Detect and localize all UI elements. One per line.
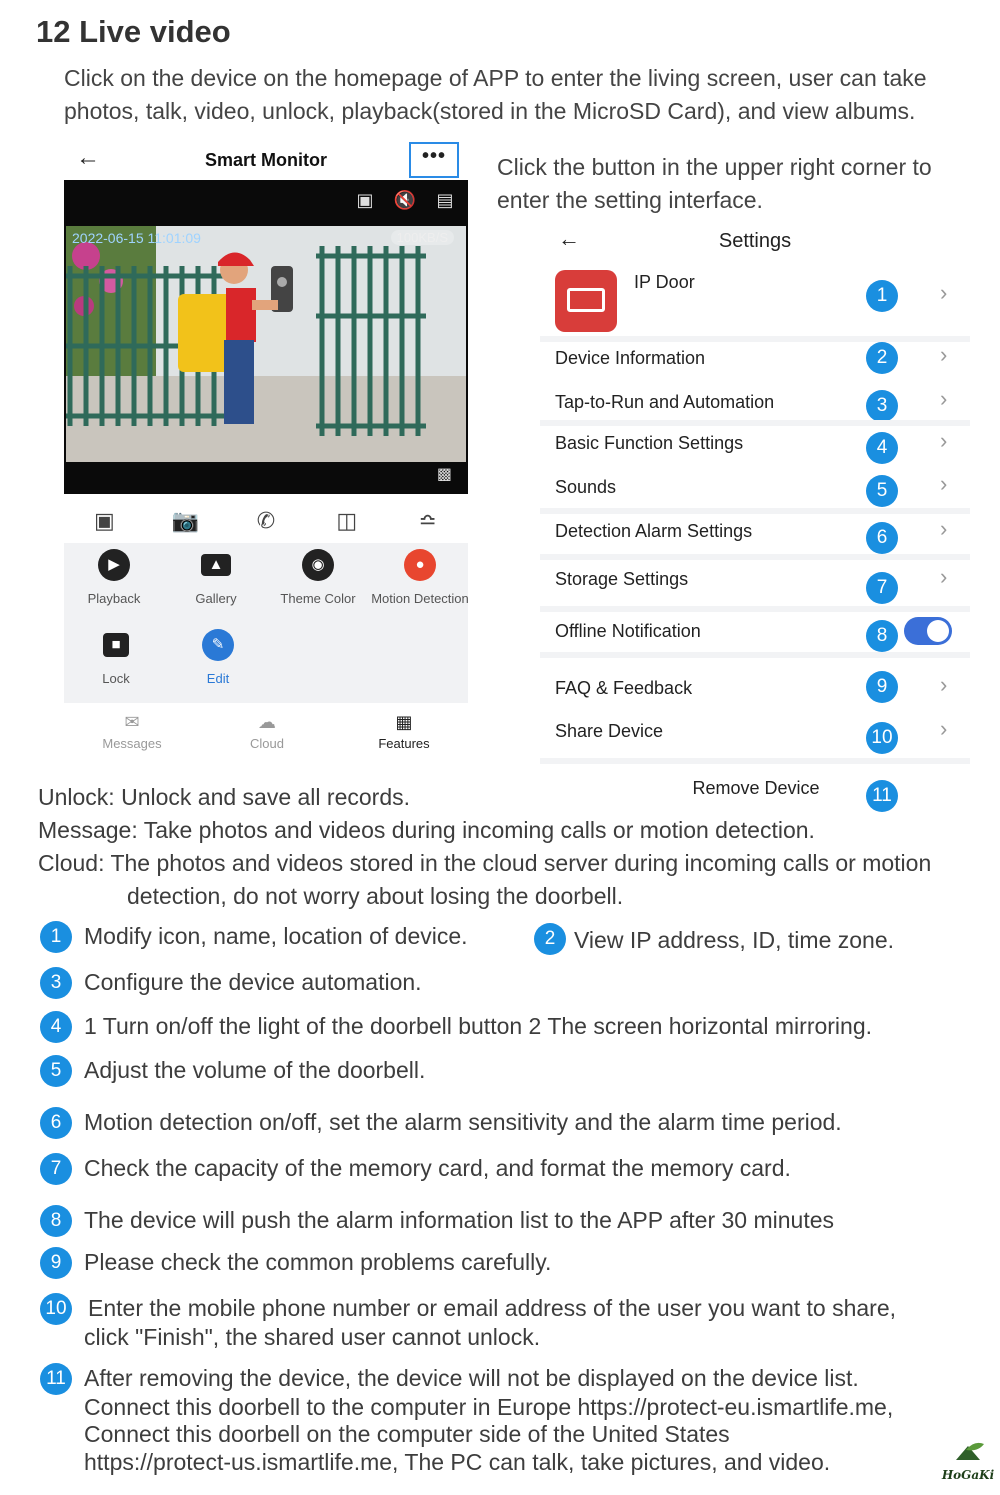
feature-gallery[interactable] bbox=[166, 549, 266, 606]
callout-number: 5 bbox=[866, 475, 898, 507]
callout-number: 7 bbox=[866, 572, 898, 604]
chevron-right-icon: › bbox=[940, 428, 948, 453]
note-unlock: Unlock: Unlock and save all records. bbox=[38, 784, 410, 810]
grid-icon: ▦ bbox=[395, 712, 413, 732]
back-arrow-icon[interactable]: ← bbox=[76, 144, 100, 171]
row-label: Tap-to-Run and Automation bbox=[555, 392, 775, 412]
mute-icon[interactable]: 🔇 bbox=[393, 190, 417, 210]
feature-label: Motion Detection bbox=[371, 591, 469, 606]
callout-number: 10 bbox=[866, 722, 898, 754]
legend-text: Configure the device automation. bbox=[84, 969, 422, 995]
feature-label: Theme Color bbox=[280, 591, 356, 606]
callout-number: 11 bbox=[40, 1363, 72, 1395]
legend-text: Connect this doorbell to the computer in Europe https://protect-eu.ismartlife.me, bbox=[84, 1394, 894, 1420]
chevron-right-icon: › bbox=[940, 672, 948, 697]
chevron-right-icon: › bbox=[940, 280, 948, 305]
video-toolbar bbox=[352, 188, 458, 212]
divider bbox=[540, 758, 970, 764]
callout-number: 9 bbox=[40, 1247, 72, 1279]
divider bbox=[540, 606, 970, 612]
legend-text: View IP address, ID, time zone. bbox=[574, 927, 895, 953]
play-icon: ▶ bbox=[98, 549, 130, 581]
collapse-icon[interactable]: ≏ bbox=[418, 508, 437, 533]
palette-icon: ◉ bbox=[302, 549, 334, 581]
legend-text: After removing the device, the device will not be displayed on the device list. bbox=[84, 1365, 859, 1391]
callout-number: 4 bbox=[866, 432, 898, 464]
note-message: Message: Take photos and videos during incoming calls or motion detection. bbox=[38, 817, 815, 843]
callout-number: 1 bbox=[866, 280, 898, 312]
feature-label: Gallery bbox=[195, 591, 237, 606]
talk-icon[interactable]: ✆ bbox=[256, 508, 276, 533]
divider bbox=[540, 508, 970, 514]
tab-cloud[interactable] bbox=[207, 712, 327, 751]
gallery-icon: ▲ bbox=[201, 554, 231, 576]
callout-number: 9 bbox=[866, 671, 898, 703]
legend-text: Motion detection on/off, set the alarm sensitivity and the alarm time period. bbox=[84, 1109, 842, 1135]
callout-number: 4 bbox=[40, 1011, 72, 1043]
legend-text: https://protect-us.ismartlife.me, The PC can talk, take pictures, and video. bbox=[84, 1449, 831, 1475]
screenshot-icon[interactable]: ▣ bbox=[356, 190, 374, 210]
bitrate-badge: 100KB/S bbox=[391, 230, 454, 245]
remove-device-button[interactable] bbox=[540, 768, 970, 814]
row-label: Storage Settings bbox=[555, 569, 689, 589]
video-record-icon[interactable]: ◫ bbox=[336, 508, 358, 533]
settings-hint-text: Click the button in the upper right corner to enter the setting interface. bbox=[497, 154, 932, 213]
divider bbox=[540, 420, 970, 426]
feature-theme-color[interactable] bbox=[268, 549, 368, 606]
callout-number: 3 bbox=[40, 967, 72, 999]
feature-playback[interactable] bbox=[64, 549, 164, 606]
tab-label: Features bbox=[378, 736, 430, 751]
row-label: Sounds bbox=[555, 477, 617, 497]
legend-text: 1 Turn on/off the light of the doorbell button 2 The screen horizontal mirroring. bbox=[84, 1013, 873, 1039]
row-label: Share Device bbox=[555, 721, 664, 741]
row-label: Offline Notification bbox=[555, 621, 701, 641]
callout-number: 2 bbox=[866, 342, 898, 374]
feature-motion-detection[interactable] bbox=[370, 549, 470, 606]
feature-label: Playback bbox=[87, 591, 141, 606]
video-timestamp: 2022-06-15 11:01:09 bbox=[72, 230, 201, 246]
callout-number: 1 bbox=[40, 921, 72, 953]
legend-text: Please check the common problems carefully. bbox=[84, 1249, 552, 1275]
feature-lock[interactable] bbox=[66, 629, 166, 686]
tab-features[interactable] bbox=[344, 712, 464, 751]
chevron-right-icon: › bbox=[940, 342, 948, 367]
chevron-right-icon: › bbox=[940, 471, 948, 496]
offline-toggle[interactable] bbox=[904, 617, 952, 645]
legend-text: Connect this doorbell on the computer side of the United States bbox=[84, 1421, 730, 1447]
divider bbox=[540, 554, 970, 560]
callout-number: 8 bbox=[40, 1205, 72, 1237]
fullscreen-icon[interactable]: ▩ bbox=[436, 466, 452, 483]
brand-logo bbox=[940, 1440, 996, 1484]
cloud-icon: ☁ bbox=[258, 712, 276, 732]
features-panel bbox=[64, 543, 468, 703]
chevron-right-icon: › bbox=[940, 516, 948, 541]
callout-number: 8 bbox=[866, 620, 898, 652]
callout-number: 3 bbox=[866, 390, 898, 422]
tab-label: Messages bbox=[102, 736, 162, 751]
feature-label: Edit bbox=[206, 671, 230, 686]
note-cloud-line1: Cloud: The photos and videos stored in the cloud server during incoming calls or motion bbox=[38, 850, 932, 876]
row-label: FAQ & Feedback bbox=[555, 678, 693, 698]
quality-icon[interactable]: ▤ bbox=[436, 190, 454, 210]
callout-number: 7 bbox=[40, 1153, 72, 1185]
motion-icon: ● bbox=[404, 549, 436, 581]
chevron-right-icon: › bbox=[940, 386, 948, 411]
callout-number: 6 bbox=[866, 522, 898, 554]
settings-row-faq[interactable] bbox=[540, 672, 970, 720]
callout-number: 11 bbox=[866, 780, 898, 812]
phone-header bbox=[64, 140, 468, 180]
intro-text: Click on the device on the homepage of APP to enter the living screen, user can take photos, talk, video, unlock, playback(stored in the MicroSD Card), and view albums. bbox=[64, 65, 927, 124]
camera-icon[interactable]: 📷 bbox=[171, 508, 199, 533]
feature-edit[interactable] bbox=[168, 629, 268, 686]
edit-icon: ✎ bbox=[202, 629, 234, 661]
row-label: Detection Alarm Settings bbox=[555, 521, 753, 541]
settings-row-device-information[interactable] bbox=[540, 344, 970, 388]
legend-text: The device will push the alarm information list to the APP after 30 minutes bbox=[84, 1207, 835, 1233]
settings-title: Settings bbox=[718, 230, 792, 252]
remove-label: Remove Device bbox=[692, 778, 820, 798]
phone-title: Smart Monitor bbox=[204, 150, 327, 170]
page-heading: 12 Live video bbox=[36, 14, 231, 49]
callout-number: 6 bbox=[40, 1107, 72, 1139]
callout-number: 2 bbox=[534, 923, 566, 955]
mail-icon: ✉ bbox=[124, 712, 140, 732]
divider bbox=[540, 652, 970, 658]
legend-text: Adjust the volume of the doorbell. bbox=[84, 1057, 426, 1083]
callout-number: 10 bbox=[40, 1293, 72, 1325]
chevron-right-icon: › bbox=[940, 716, 948, 741]
settings-header bbox=[540, 224, 970, 260]
legend-text: Modify icon, name, location of device. bbox=[84, 923, 468, 949]
bottom-tab-bar bbox=[64, 706, 468, 758]
logo-text: HoGaKi bbox=[941, 1468, 995, 1482]
more-options-button[interactable]: ••• bbox=[409, 142, 459, 178]
note-cloud-line2: detection, do not worry about losing the doorbell. bbox=[127, 883, 624, 909]
back-arrow-icon[interactable]: ← bbox=[558, 226, 580, 251]
settings-row-basic-function[interactable] bbox=[540, 428, 970, 476]
row-label: Basic Function Settings bbox=[555, 433, 744, 453]
camera-feed-image bbox=[66, 226, 466, 462]
feature-label: Lock bbox=[102, 671, 130, 686]
scan-icon[interactable]: ▣ bbox=[93, 508, 115, 533]
live-video-view bbox=[64, 180, 468, 494]
legend-text: Check the capacity of the memory card, and format the memory card. bbox=[84, 1155, 791, 1181]
callout-number: 5 bbox=[40, 1055, 72, 1087]
device-name: IP Door bbox=[634, 272, 695, 292]
row-label: Device Information bbox=[555, 348, 706, 368]
tab-messages[interactable] bbox=[72, 712, 192, 751]
settings-row-tap-to-run[interactable] bbox=[540, 386, 970, 434]
lock-icon: ■ bbox=[103, 633, 129, 657]
control-row bbox=[64, 500, 468, 542]
chevron-right-icon: › bbox=[940, 564, 948, 589]
legend-text: click "Finish", the shared user cannot unlock. bbox=[84, 1324, 541, 1350]
legend-text: Enter the mobile phone number or email address of the user you want to share, bbox=[88, 1295, 897, 1321]
settings-row-device[interactable] bbox=[540, 280, 970, 324]
divider bbox=[540, 336, 970, 342]
tab-label: Cloud bbox=[250, 736, 284, 751]
